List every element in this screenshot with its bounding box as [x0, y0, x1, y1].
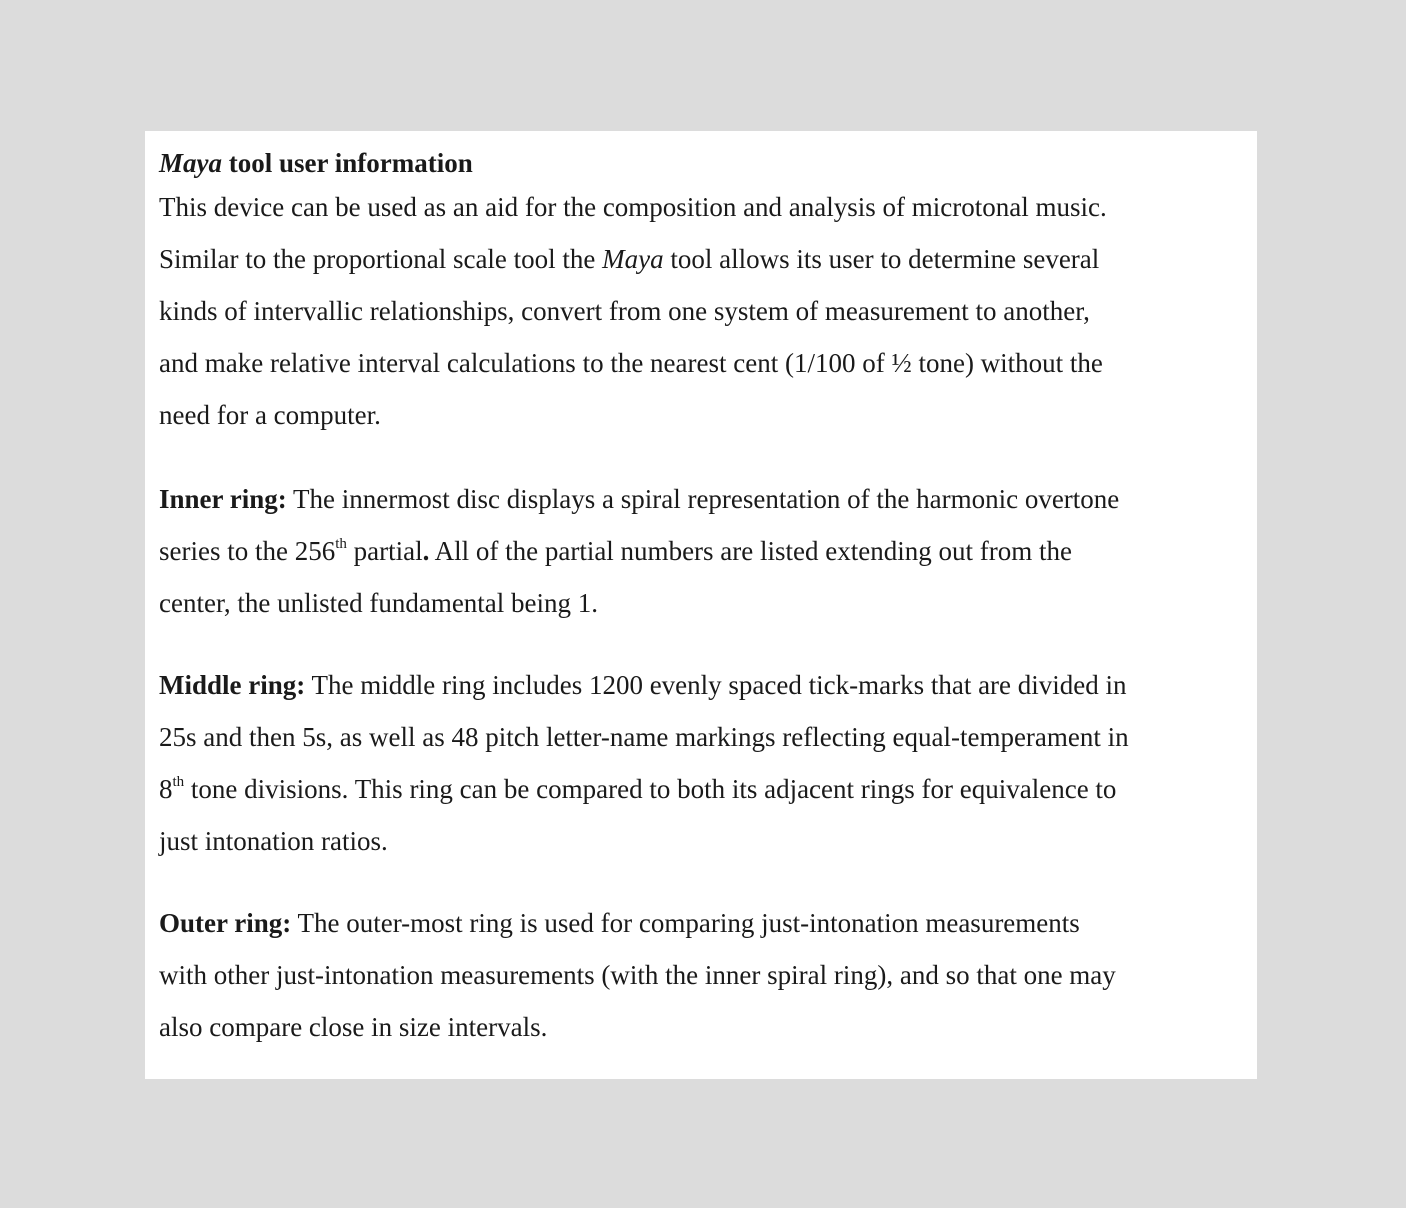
inner-line-2a: series to the 256	[159, 536, 336, 566]
intro-line-5: need for a computer.	[159, 400, 381, 430]
intro-paragraph	[159, 181, 1243, 441]
title-rest: tool user information	[222, 148, 473, 178]
middle-line-3	[159, 763, 1243, 815]
middle-superscript: th	[172, 774, 185, 790]
intro-line-2c: tool allows its user to determine several	[663, 244, 1100, 274]
inner-line-2d: All of the partial numbers are listed extending out from the	[429, 536, 1072, 566]
intro-line-2a: Similar to the proportional scale tool the	[159, 244, 603, 274]
middle-ring-paragraph	[159, 659, 1243, 867]
inner-ring-label: Inner ring:	[159, 484, 287, 514]
intro-line-3: kinds of intervallic relationships, convert from one system of measurement to another,	[159, 296, 1090, 326]
outer-line-2: with other just-intonation measurements (with the inner spiral ring), and so that one may	[159, 960, 1116, 990]
inner-line-2	[159, 525, 1243, 577]
middle-line-1-text: The middle ring includes 1200 evenly spaced tick-marks that are divided in	[305, 670, 1127, 700]
inner-line-2b: partial	[346, 536, 423, 566]
intro-line-4: and make relative interval calculations to the nearest cent (1/100 of ½ tone) without the	[159, 348, 1103, 378]
middle-ring-label: Middle ring:	[159, 670, 306, 700]
outer-ring-paragraph	[159, 897, 1243, 1053]
document-page	[145, 131, 1257, 1079]
middle-line-4: just intonation ratios.	[159, 826, 388, 856]
inner-superscript: th	[335, 536, 347, 552]
document-title	[159, 145, 1243, 181]
middle-line-3b: tone divisions. This ring can be compared to both its adjacent rings for equivalence to	[184, 774, 1117, 804]
middle-line-3a: 8	[159, 774, 173, 804]
intro-line-1: This device can be used as an aid for the composition and analysis of microtonal music.	[159, 192, 1107, 222]
middle-line-2: 25s and then 5s, as well as 48 pitch letter-name markings reflecting equal-temperament in	[159, 722, 1129, 752]
outer-line-1-text: The outer-most ring is used for comparing just-intonation measurements	[291, 908, 1080, 938]
inner-line-3: center, the unlisted fundamental being 1.	[159, 588, 599, 618]
middle-line-1	[159, 659, 1243, 711]
inner-line-1-text: The innermost disc displays a spiral representation of the harmonic overtone	[286, 484, 1120, 514]
inner-ring-paragraph	[159, 473, 1243, 629]
inner-line-2c: .	[422, 536, 430, 566]
intro-line-2	[159, 233, 1243, 285]
outer-line-3: also compare close in size intervals.	[159, 1012, 548, 1042]
outer-line-1	[159, 897, 1243, 949]
title-italic: Maya	[159, 148, 222, 178]
inner-line-1	[159, 473, 1243, 525]
intro-maya-italic: Maya	[602, 244, 664, 274]
outer-ring-label: Outer ring:	[159, 908, 292, 938]
